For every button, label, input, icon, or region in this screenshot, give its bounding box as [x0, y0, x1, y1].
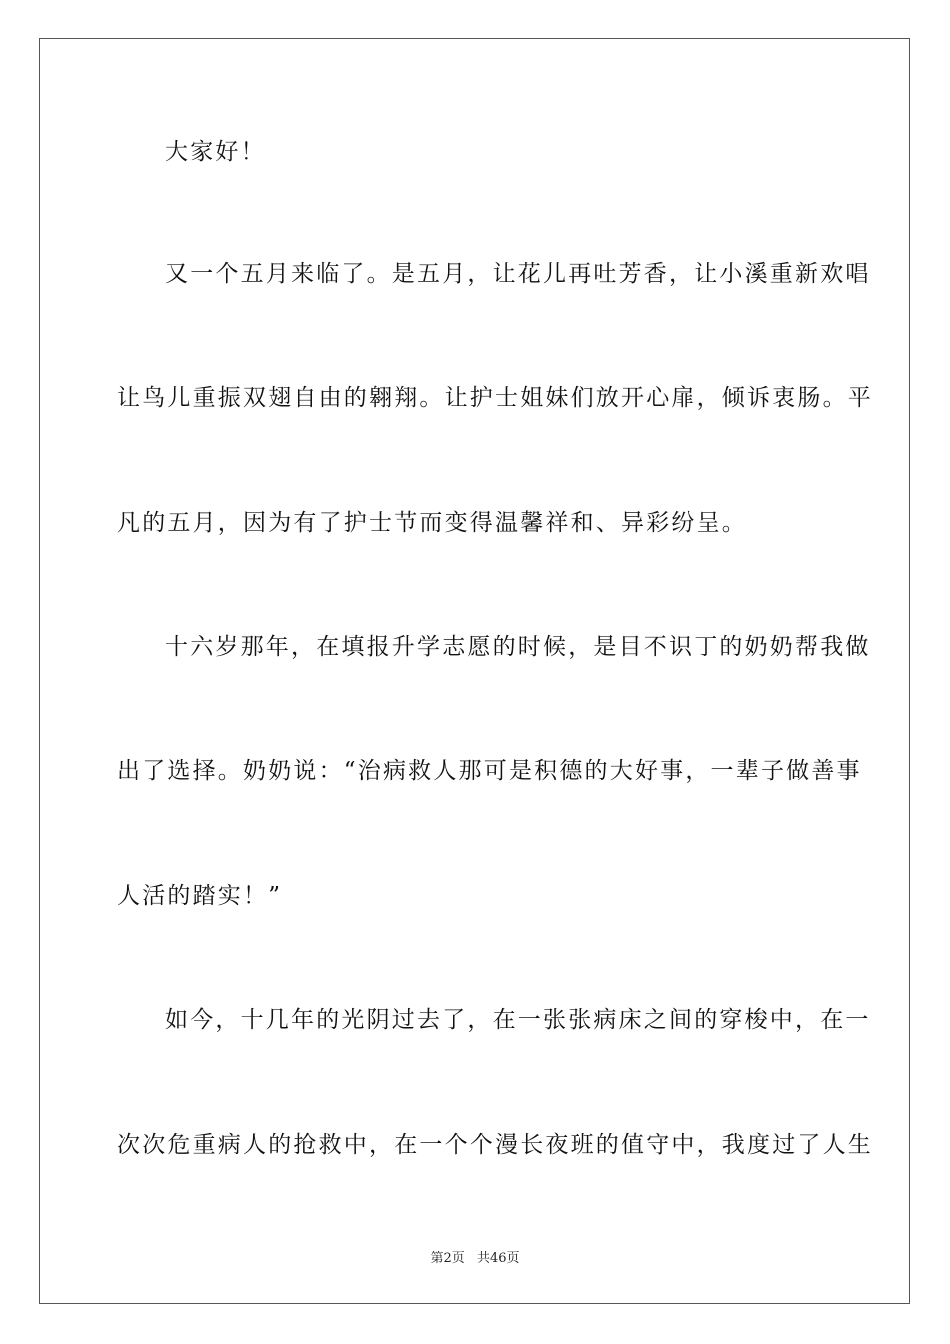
page-number: 第2页 — [430, 1251, 465, 1266]
paragraph-3-line-2: 次次危重病人的抢救中，在一个个漫长夜班的值守中，我度过了人生 — [117, 1132, 873, 1158]
paragraph-1-line-3: 凡的五月，因为有了护士节而变得温馨祥和、异彩纷呈。 — [117, 510, 747, 536]
paragraph-2-line-2: 出了选择。奶奶说：“治病救人那可是积德的大好事，一辈子做善事 — [117, 758, 862, 784]
total-pages: 共46页 — [476, 1251, 520, 1266]
paragraph-1-line-2: 让鸟儿重振双翅自由的翱翔。让护士姐妹们放开心扉，倾诉衷肠。平 — [117, 385, 873, 411]
paragraph-2-line-1: 十六岁那年，在填报升学志愿的时候，是目不识丁的奶奶帮我做 — [165, 634, 871, 660]
paragraph-2-line-3: 人活的踏实！” — [117, 883, 283, 909]
page-border — [39, 38, 910, 1304]
paragraph-3-line-1: 如今，十几年的光阴过去了，在一张张病床之间的穿梭中，在一 — [165, 1007, 871, 1033]
paragraph-1-line-1: 又一个五月来临了。是五月，让花儿再吐芳香，让小溪重新欢唱 — [165, 261, 871, 287]
greeting-line: 大家好！ — [165, 139, 266, 165]
page-footer — [0, 1247, 950, 1266]
